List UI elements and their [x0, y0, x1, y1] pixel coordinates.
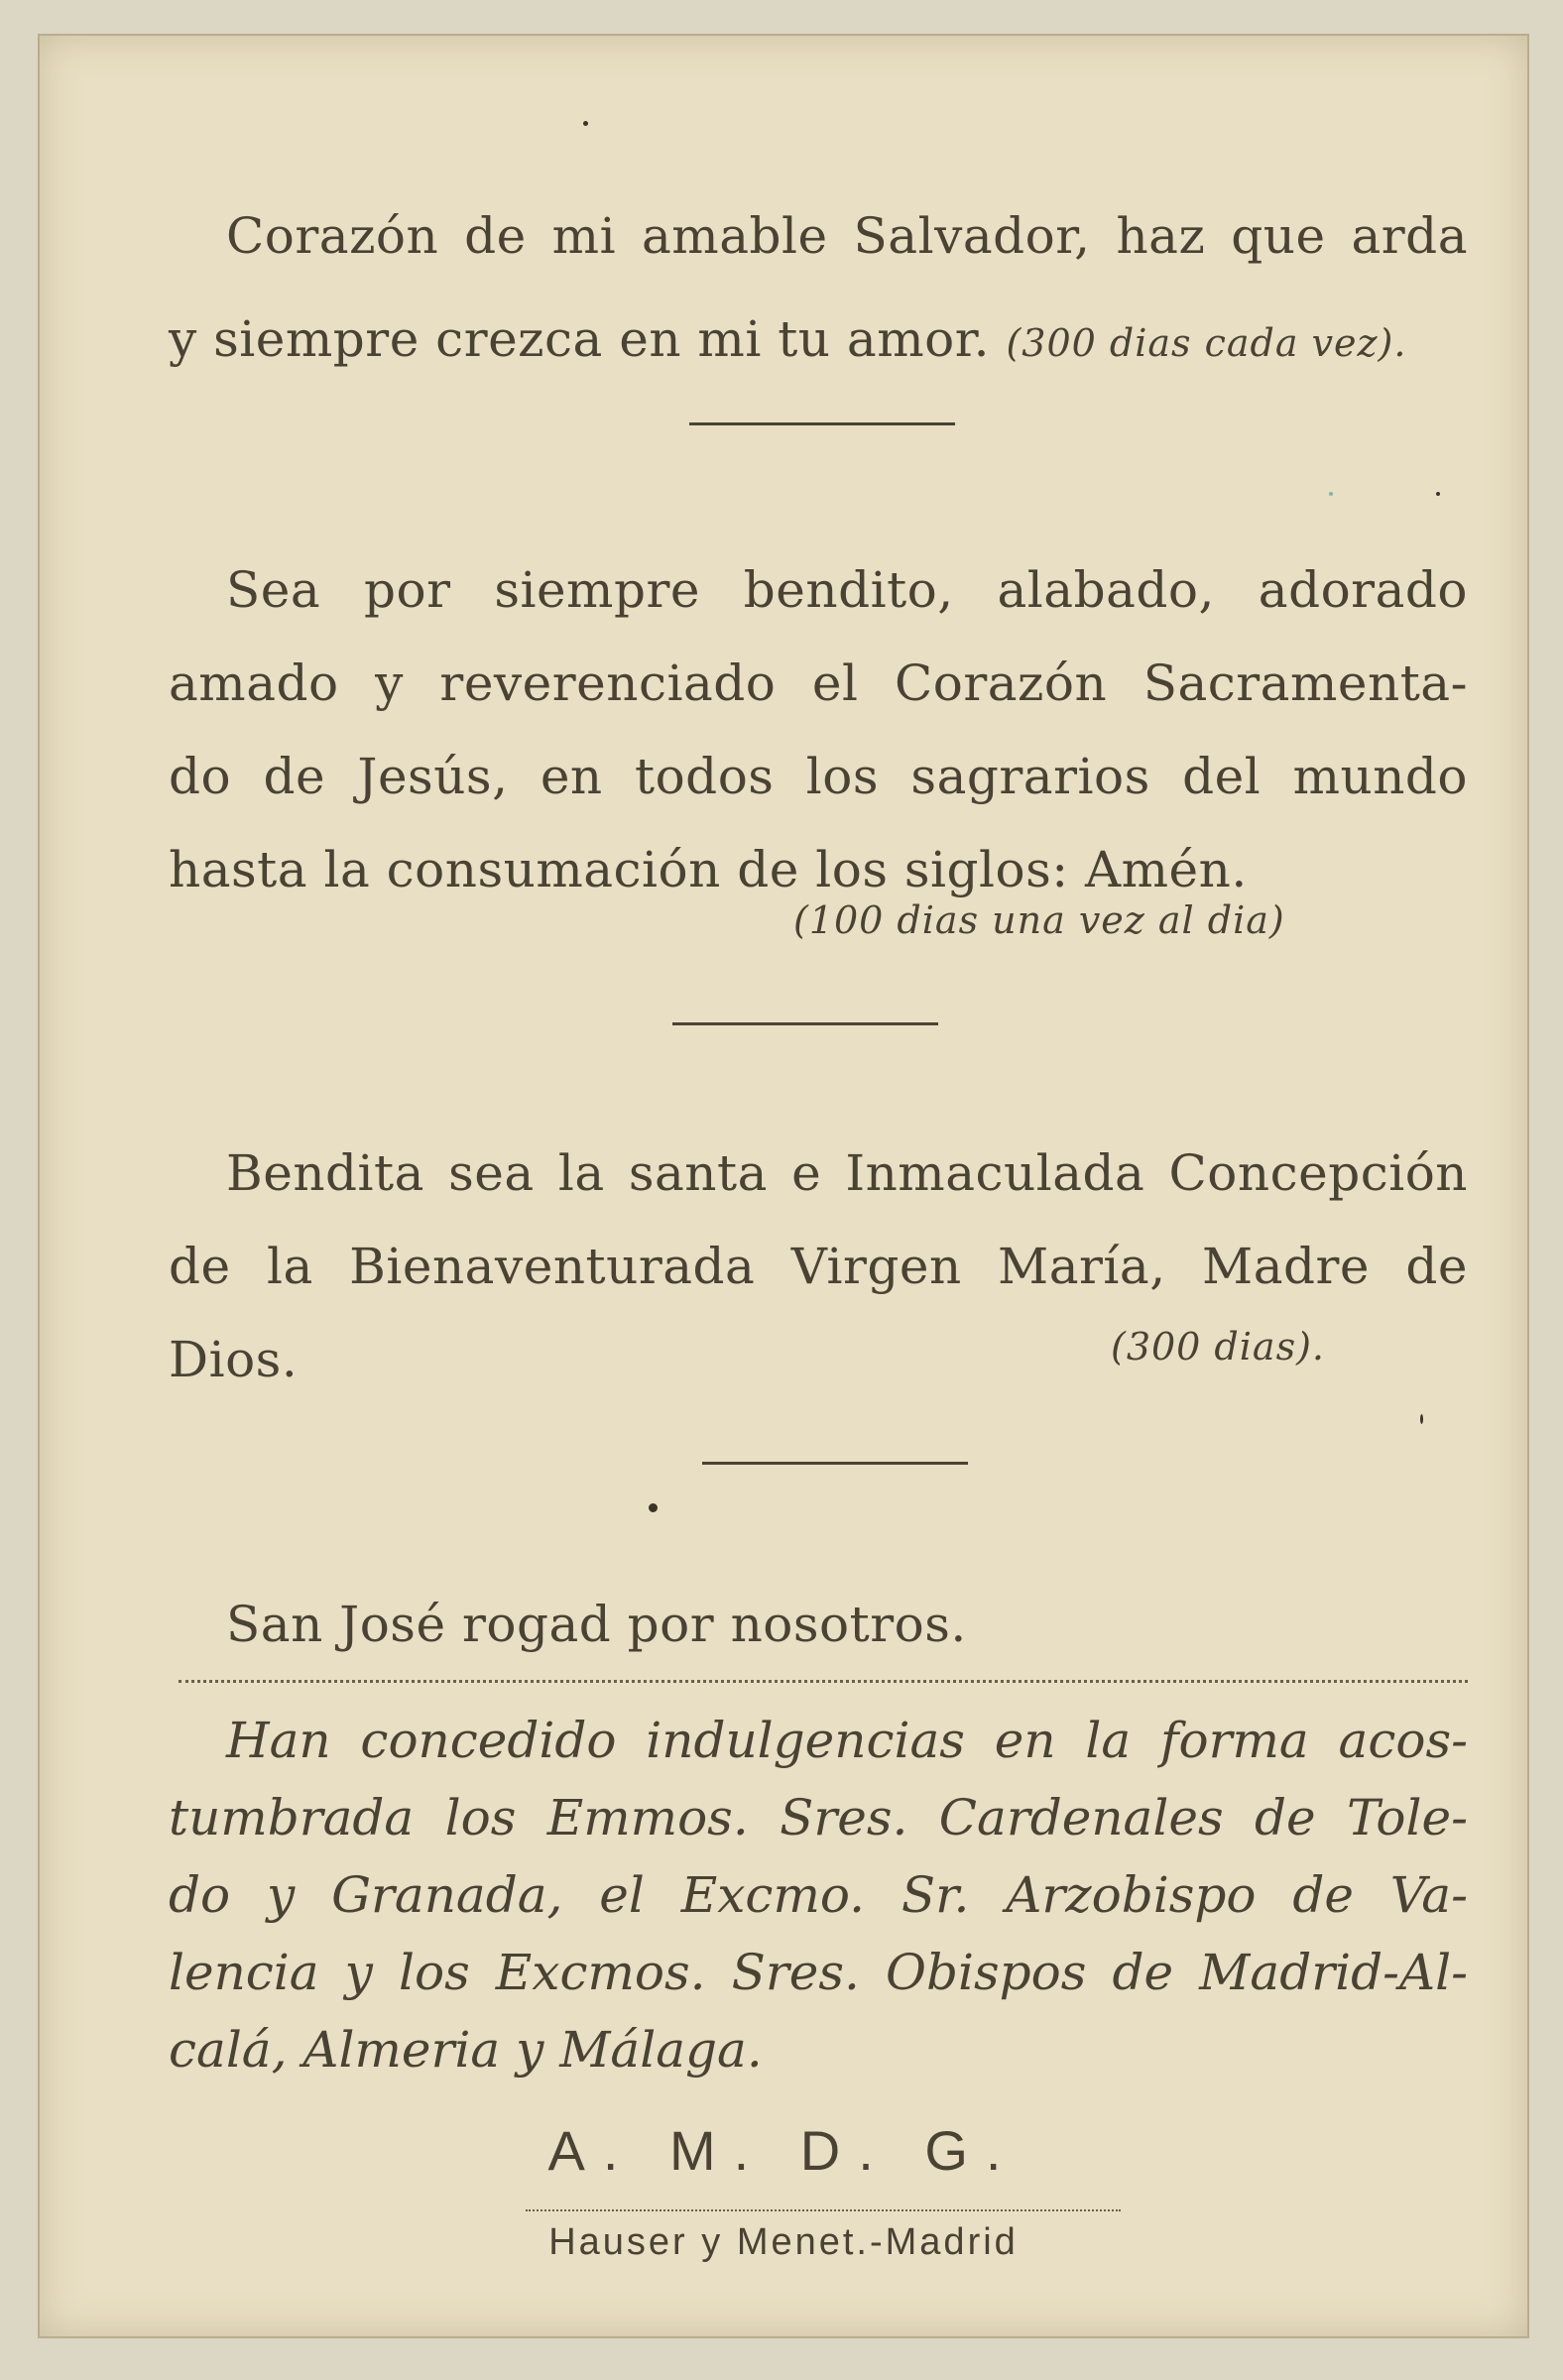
printer-imprint: Hauser y Menet.-Madrid — [548, 2221, 1019, 2263]
paper-speck — [1329, 492, 1333, 496]
divider-rule — [689, 422, 955, 425]
indulgence-note: (100 dias una vez al dia) — [793, 898, 1285, 942]
paper-speck — [649, 1503, 658, 1512]
indulgence-line: do y Granada, el Excmo. Sr. Arzobispo de Va- — [169, 1866, 1468, 1924]
dotted-separator — [179, 1680, 1468, 1683]
prayer-line: San José rogad por nosotros. — [226, 1596, 967, 1653]
paper-speck — [1436, 492, 1440, 496]
prayer-line: Sea por siempre bendito, alabado, adorado — [226, 561, 1468, 619]
indulgence-paragraph — [169, 1702, 1468, 2088]
prayer-line: y siempre crezca en mi tu amor. — [169, 310, 991, 368]
prayer-line-with-note — [169, 288, 1468, 395]
indulgence-line: Han concedido indulgencias en la forma acos- — [226, 1712, 1468, 1769]
prayer-sacramental-heart — [169, 543, 1468, 916]
divider-rule — [672, 1022, 938, 1025]
divider-rule — [702, 1462, 968, 1465]
indulgence-note: (300 dias). — [1111, 1325, 1325, 1368]
prayer-line: Dios. — [169, 1331, 299, 1388]
indulgence-line: calá, Almeria y Málaga. — [169, 2021, 763, 2079]
indulgence-line: lencia y los Excmos. Sres. Obispos de Madrid-Al- — [169, 1944, 1468, 2001]
prayer-line: Bendita sea la santa e Inmaculada Concepción — [226, 1144, 1468, 1202]
prayer-saint-joseph — [169, 1578, 1468, 1671]
indulgence-line: tumbrada los Emmos. Sres. Cardenales de Tole- — [169, 1789, 1468, 1846]
indulgence-note: (300 dias cada vez). — [1006, 321, 1407, 365]
prayer-line: Corazón de mi amable Salvador, haz que arda — [226, 207, 1468, 265]
prayer-line: do de Jesús, en todos los sagrarios del mundo — [169, 748, 1468, 805]
paper-speck — [1420, 1414, 1423, 1424]
prayer-line: hasta la consumación de los siglos: Amén. — [169, 841, 1248, 898]
prayer-line: de la Bienaventurada Virgen María, Madre de — [169, 1238, 1468, 1295]
paper-speck — [583, 121, 588, 126]
dotted-separator — [526, 2209, 1121, 2211]
prayer-line: amado y reverenciado el Corazón Sacramenta- — [169, 654, 1468, 712]
amdg-motto: A. M. D. G. — [547, 2119, 1020, 2182]
devotional-card — [38, 34, 1529, 2338]
prayer-sacred-heart — [169, 184, 1468, 395]
